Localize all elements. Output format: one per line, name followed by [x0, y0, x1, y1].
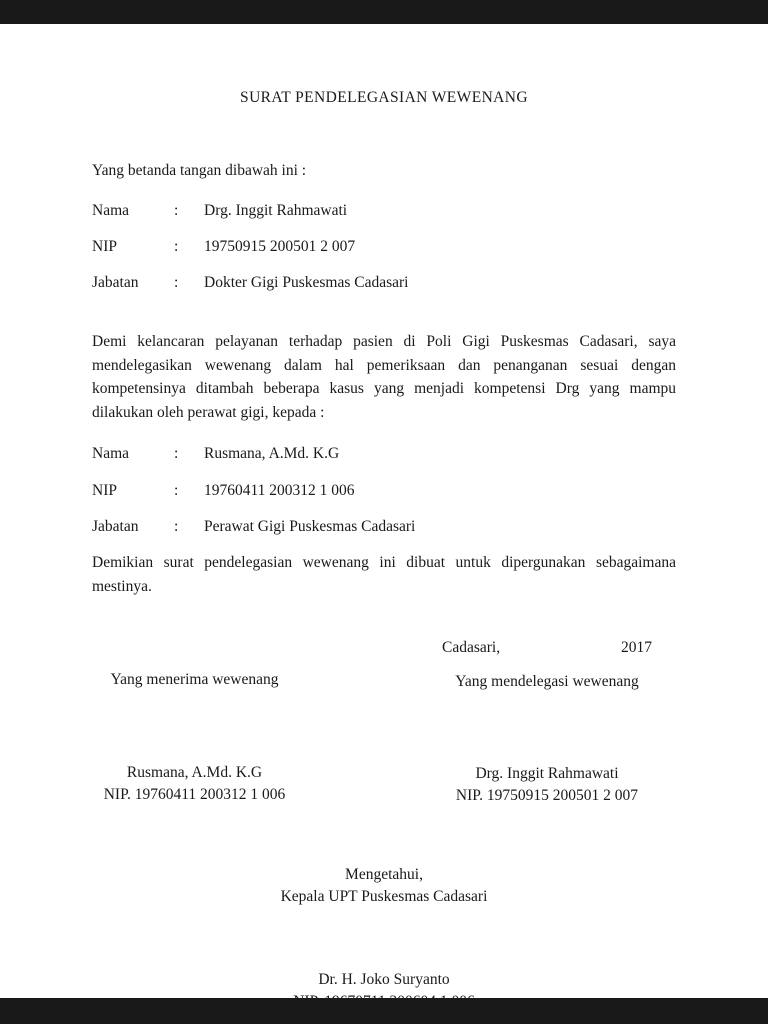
acknowledgement-line2: Kepala UPT Puskesmas Cadasari — [280, 888, 488, 906]
signature-right-name: Drg. Inggit Rahmawati — [475, 764, 619, 782]
field-colon: : — [174, 481, 179, 499]
field-label: Jabatan — [92, 517, 139, 535]
acknowledgement-line1: Mengetahui, — [345, 865, 423, 883]
field-colon: : — [174, 237, 179, 255]
field-value: Rusmana, A.Md. K.G — [204, 445, 340, 463]
letter-title: SURAT PENDELEGASIAN WEWENANG — [240, 89, 528, 106]
delegation-paragraph: Demi kelancaran pelayanan terhadap pasien di Poli Gigi Puskesmas Cadasari, saya mendelegasikan wewenang dalam hal pemeriksaan dan penanganan sesuai dengan kompetensinya ditambah beberapa kasus yang menjadi kompetensi Drg yang mampu dilakukan oleh perawat gigi, kepada : — [92, 333, 676, 421]
acknowledgement-name: Dr. H. Joko Suryanto — [318, 970, 450, 988]
field-colon: : — [174, 445, 179, 463]
dateline-place: Cadasari, — [442, 639, 501, 657]
field-label: Nama — [92, 201, 130, 219]
field-label: Nama — [92, 445, 130, 463]
field-label: NIP — [92, 481, 117, 499]
delegate-row-nip — [92, 479, 676, 502]
opening-line: Yang betanda tangan dibawah ini : — [92, 162, 307, 180]
viewer-bottom-bar — [0, 998, 768, 1024]
field-value: 19750915 200501 2 007 — [204, 237, 356, 255]
delegator-details — [92, 199, 676, 295]
signature-right-role: Yang mendelegasi wewenang — [455, 672, 639, 690]
signature-right-column — [442, 636, 652, 806]
signature-left-space — [92, 692, 297, 764]
field-colon: : — [174, 201, 179, 219]
field-label: NIP — [92, 237, 117, 255]
signature-section — [92, 636, 676, 806]
signature-left-role: Yang menerima wewenang — [110, 671, 279, 689]
dateline — [442, 636, 652, 659]
delegate-details — [92, 442, 676, 538]
signature-right-nip: NIP. 19750915 200501 2 007 — [455, 787, 639, 805]
letter-page — [0, 24, 768, 998]
delegator-row-nama — [92, 199, 676, 222]
field-value: Dokter Gigi Puskesmas Cadasari — [204, 274, 409, 291]
delegate-row-jabatan — [92, 515, 676, 538]
delegator-row-jabatan — [92, 271, 676, 294]
dateline-year: 2017 — [621, 639, 652, 657]
field-value: Drg. Inggit Rahmawati — [204, 201, 348, 219]
acknowledgement-heading — [92, 864, 676, 909]
field-colon: : — [174, 517, 179, 535]
delegator-row-nip — [92, 235, 676, 258]
field-colon: : — [174, 274, 179, 291]
signature-right-space — [442, 693, 652, 765]
viewer-top-bar — [0, 0, 768, 24]
signature-left-column — [92, 636, 297, 806]
signature-left-name: Rusmana, A.Md. K.G — [126, 763, 263, 781]
closing-paragraph: Demikian surat pendelegasian wewenang ini dibuat untuk dipergunakan sebagaimana mestinya. — [92, 554, 676, 595]
field-label: Jabatan — [92, 274, 139, 291]
delegate-row-nama — [92, 442, 676, 465]
field-value: 19760411 200312 1 006 — [204, 481, 355, 499]
signature-left-nip: NIP. 19760411 200312 1 006 — [103, 786, 286, 804]
field-value: Perawat Gigi Puskesmas Cadasari — [204, 517, 416, 535]
